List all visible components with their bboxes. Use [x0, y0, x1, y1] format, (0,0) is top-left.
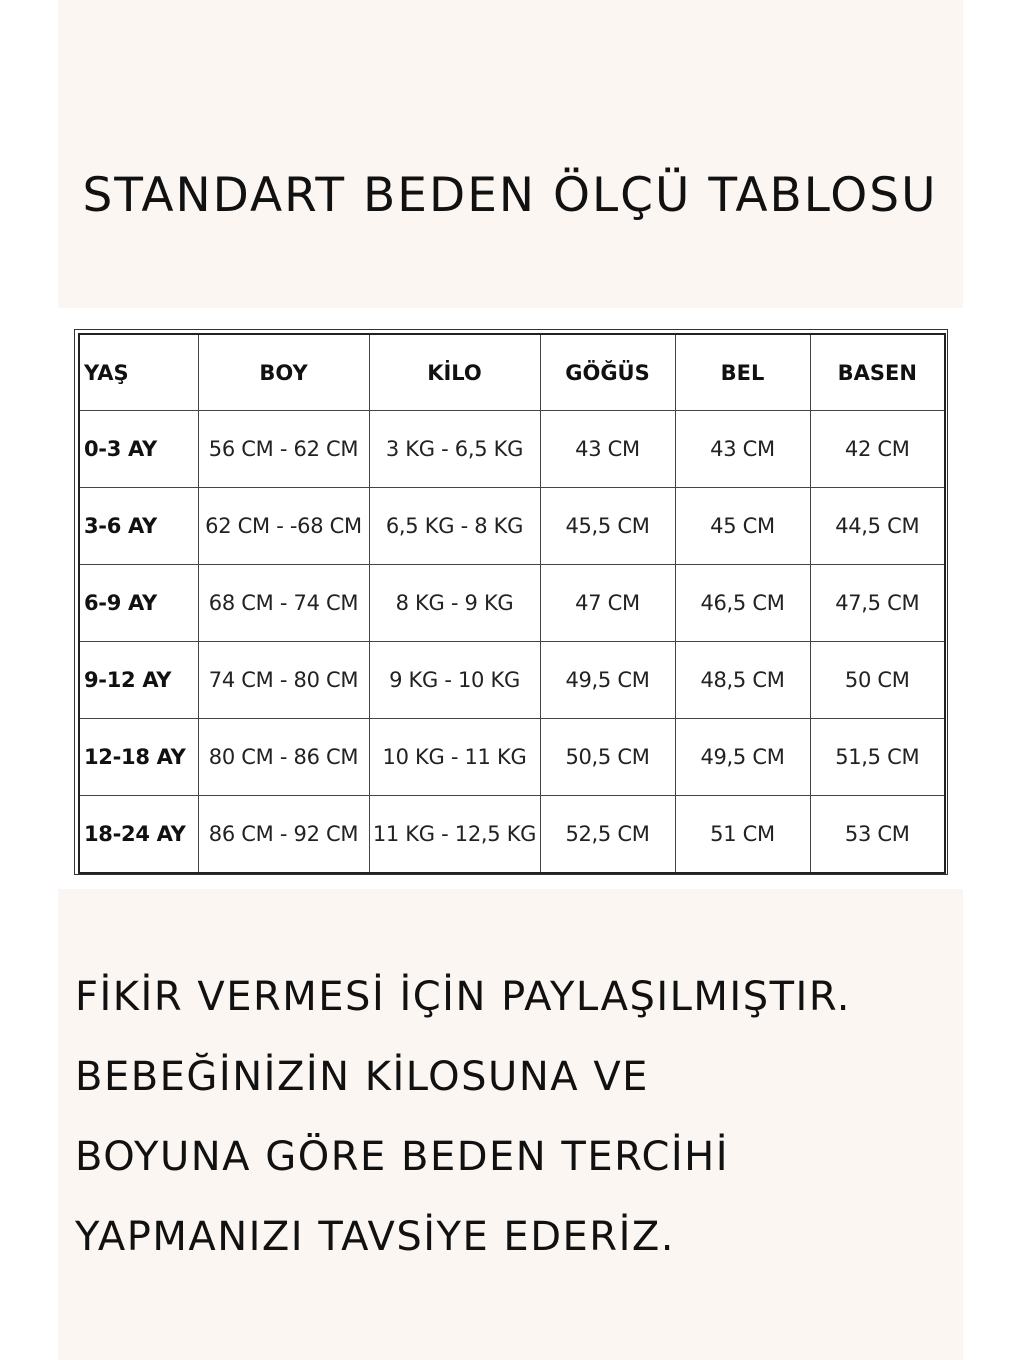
cell-waist: 43 CM — [675, 411, 810, 488]
table-header-row — [79, 334, 945, 411]
note-panel — [58, 889, 963, 1360]
note-line: YAPMANIZI TAVSİYE EDERİZ. — [75, 1214, 675, 1260]
header-waist: BEL — [675, 334, 810, 411]
cell-waist: 51 CM — [675, 796, 810, 874]
cell-chest: 49,5 CM — [540, 642, 675, 719]
cell-weight: 6,5 KG - 8 KG — [369, 488, 540, 565]
table-row — [79, 488, 945, 565]
note-line: BOYUNA GÖRE BEDEN TERCİHİ — [75, 1134, 730, 1180]
table-row — [79, 796, 945, 874]
size-table — [78, 333, 946, 874]
cell-height: 86 CM - 92 CM — [198, 796, 369, 874]
cell-hip: 47,5 CM — [810, 565, 945, 642]
cell-chest: 45,5 CM — [540, 488, 675, 565]
cell-weight: 3 KG - 6,5 KG — [369, 411, 540, 488]
size-table-frame — [74, 329, 948, 875]
title-panel — [58, 0, 963, 308]
cell-age: 18-24 AY — [79, 796, 198, 874]
cell-chest: 50,5 CM — [540, 719, 675, 796]
cell-age: 6-9 AY — [79, 565, 198, 642]
header-age: YAŞ — [79, 334, 198, 411]
cell-waist: 45 CM — [675, 488, 810, 565]
cell-hip: 51,5 CM — [810, 719, 945, 796]
cell-height: 62 CM - -68 CM — [198, 488, 369, 565]
cell-age: 9-12 AY — [79, 642, 198, 719]
cell-height: 56 CM - 62 CM — [198, 411, 369, 488]
cell-weight: 11 KG - 12,5 KG — [369, 796, 540, 874]
cell-hip: 50 CM — [810, 642, 945, 719]
cell-chest: 52,5 CM — [540, 796, 675, 874]
cell-age: 12-18 AY — [79, 719, 198, 796]
cell-chest: 47 CM — [540, 565, 675, 642]
cell-age: 3-6 AY — [79, 488, 198, 565]
cell-hip: 42 CM — [810, 411, 945, 488]
cell-age: 0-3 AY — [79, 411, 198, 488]
cell-weight: 10 KG - 11 KG — [369, 719, 540, 796]
note-line: BEBEĞİNİZİN KİLOSUNA VE — [75, 1054, 649, 1100]
page-title: STANDART BEDEN ÖLÇÜ TABLOSU — [82, 168, 938, 223]
cell-hip: 53 CM — [810, 796, 945, 874]
header-weight: KİLO — [369, 334, 540, 411]
cell-waist: 49,5 CM — [675, 719, 810, 796]
cell-height: 80 CM - 86 CM — [198, 719, 369, 796]
cell-hip: 44,5 CM — [810, 488, 945, 565]
cell-weight: 8 KG - 9 KG — [369, 565, 540, 642]
cell-waist: 46,5 CM — [675, 565, 810, 642]
header-chest: GÖĞÜS — [540, 334, 675, 411]
cell-waist: 48,5 CM — [675, 642, 810, 719]
table-row — [79, 565, 945, 642]
table-row — [79, 642, 945, 719]
header-height: BOY — [198, 334, 369, 411]
table-row — [79, 411, 945, 488]
cell-height: 68 CM - 74 CM — [198, 565, 369, 642]
cell-height: 74 CM - 80 CM — [198, 642, 369, 719]
table-row — [79, 719, 945, 796]
cell-weight: 9 KG - 10 KG — [369, 642, 540, 719]
cell-chest: 43 CM — [540, 411, 675, 488]
header-hip: BASEN — [810, 334, 945, 411]
note-line: FİKİR VERMESİ İÇİN PAYLAŞILMIŞTIR. — [75, 974, 851, 1020]
